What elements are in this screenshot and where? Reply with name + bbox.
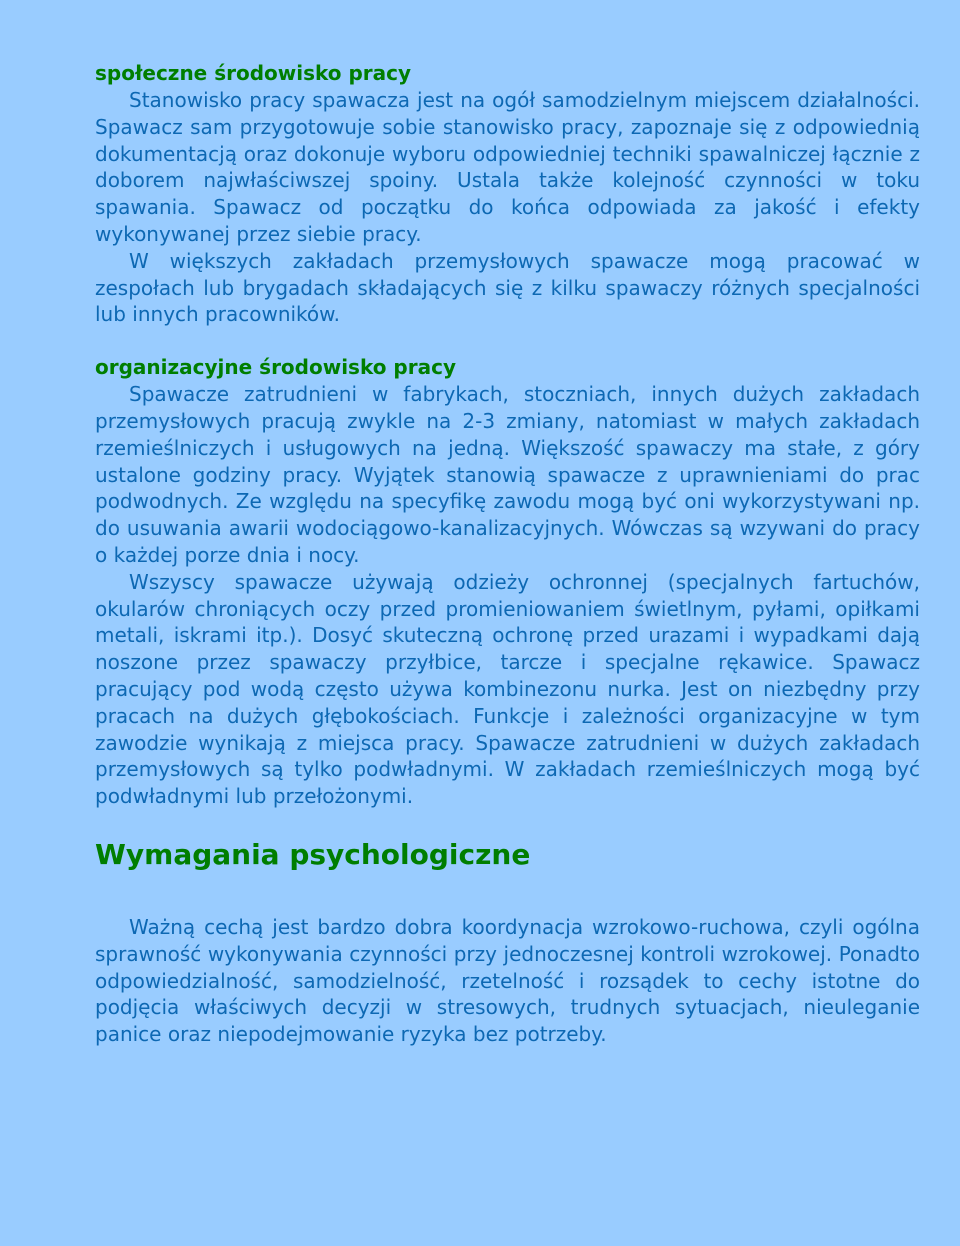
section-heading-organizational: organizacyjne środowisko pracy [95, 355, 456, 380]
paragraph-social-2: W większych zakładach przemysłowych spawacze mogą pracować w zespołach lub brygadach składających się z kilku spawaczy różnych specjalności lub innych pracowników. [95, 248, 920, 327]
psychological-requirements-title: Wymagania psychologiczne [95, 837, 531, 871]
paragraph-organizational-1: Spawacze zatrudnieni w fabrykach, stoczniach, innych dużych zakładach przemysłowych pracują zwykle na 2-3 zmiany, natomiast w małych zakładach rzemieślniczych i usługowych na jedną. Większość spawaczy ma stałe, z góry ustalone godziny pracy. Wyjątek stanowią spawacze z uprawnieniami do prac podwodnych. Ze względu na specyfikę zawodu mogą być oni wykorzystywani np. do usuwania awarii wodociągowo-kanalizacyjnych. Wówczas są wzywani do pracy o każdej porze dnia i nocy. [95, 382, 920, 567]
section-spacer [95, 328, 920, 354]
paragraph-psychological: Ważną cechą jest bardzo dobra koordynacja wzrokowo-ruchowa, czyli ogólna sprawność wykonywania czynności przy jednoczesnej kontroli wzrokowej. Ponadto odpowiedzialność, samodzielność, rzetelność i rozsądek to cechy istotne do podjęcia właściwych decyzji w stresowych, trudnych sytuacjach, nieuleganie panice oraz niepodejmowanie ryzyka bez potrzeby. [95, 914, 920, 1047]
section-heading-social: społeczne środowisko pracy [95, 61, 412, 85]
paragraph-social-1: Stanowisko pracy spawacza jest na ogół samodzielnym miejscem działalności. Spawacz sam przygotowuje sobie stanowisko pracy, zapoznaje się z odpowiednią dokumentacją oraz dokonuje wyboru odpowiedniej techniki spawalniczej łącznie z doborem najwłaściwszej spoiny. Ustala także kolejność czynności w toku spawania. Spawacz od początku do końca odpowiada za jakość i efekty wykonywanej przez siebie pracy. [95, 88, 920, 246]
paragraph-organizational-2: Wszyscy spawacze używają odzieży ochronnej (specjalnych fartuchów, okularów chroniących oczy przed promieniowaniem świetlnym, pyłami, opiłkami metali, iskrami itp.). Dosyć skuteczną ochronę przed urazami i wypadkami dają noszone przez spawaczy przyłbice, tarcze i specjalne rękawice. Spawacz pracujący pod wodą często używa kombinezonu nurka. Jest on niezbędny przy pracach na dużych głębokościach. Funkcje i zależności organizacyjne w tym zawodzie wynikają z miejsca pracy. Spawacze zatrudnieni w dużych zakładach przemysłowych są tylko podwładnymi. W zakładach rzemieślniczych mogą być podwładnymi lub przełożonymi. [95, 569, 920, 809]
